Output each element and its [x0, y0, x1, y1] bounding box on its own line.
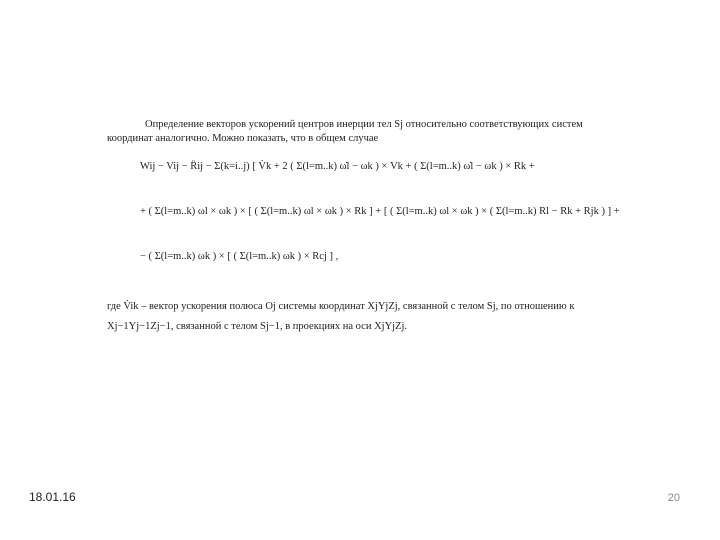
formula-line-1 [140, 160, 535, 172]
intro-paragraph: Определение векторов ускорений центров инерции тел Sj относительно соответствующих систем координат аналогично. Можно показать, что в общем случае [107, 119, 583, 145]
formula-line-2 [140, 205, 620, 217]
formula-line-1-text: Wij − Vij − R̈ij − Σ(k=i..j) [ V̇k + 2 ( Σ(l=m..k) ω̇l − ωk ) × Vk + ( Σ(l=m..k) ω̇l − ωk ) × Rk + [140, 161, 535, 172]
where-line-1: где V̇ik – вектор ускорения полюса Oj системы координат XjYjZj, связанной с телом Sj, по отношению к [107, 301, 575, 312]
footer-date: 18.01.16 [29, 490, 76, 504]
where-paragraph [107, 297, 612, 337]
formula-line-2-text: + ( Σ(l=m..k) ωl × ωk ) × [ ( Σ(l=m..k) ωl × ωk ) × Rk ] + [ ( Σ(l=m..k) ωl × ωk ) × ( Σ(l=m..k) Rl − Rk + Rjk ) ] + [140, 206, 620, 217]
formula-line-3 [140, 250, 520, 262]
where-line-2: Xj−1Yj−1Zj−1, связанной с телом Sj−1, в проекциях на оси XjYjZj. [107, 320, 408, 332]
slide-body [107, 118, 612, 146]
page-number: 20 [667, 492, 680, 504]
formula-line-3-text: − ( Σ(l=m..k) ωk ) × [ ( Σ(l=m..k) ωk ) × Rcj ] , [140, 251, 339, 262]
